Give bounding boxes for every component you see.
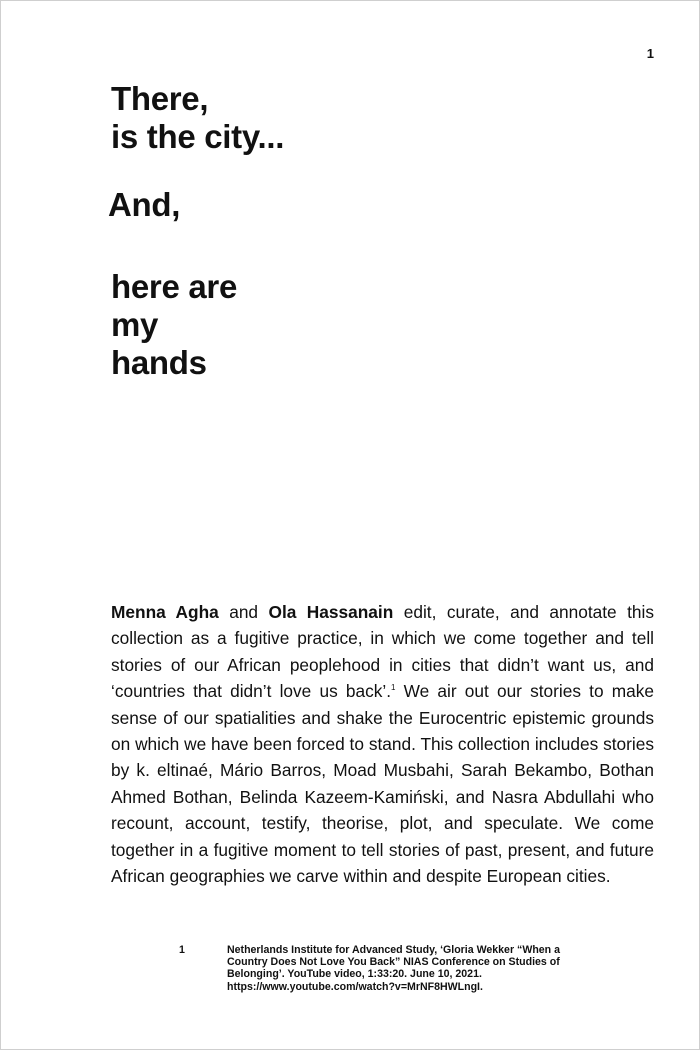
body-connector: and xyxy=(218,602,269,622)
author-name-1: Menna Agha xyxy=(111,602,219,622)
footnote-number: 1 xyxy=(179,944,185,956)
title-line-4: here are xyxy=(111,268,238,305)
title-line-1: There, xyxy=(111,80,209,117)
title-line-6: hands xyxy=(111,344,207,381)
body-text-part-1: edit, curate, and annotate this collection as a fugitive practice, in which we come together and tell stories of our African peoplehood in cities that didn’t want us, and ‘countries that didn’t love us back’. xyxy=(111,602,655,702)
body-paragraph xyxy=(111,599,654,889)
footnote-text: Netherlands Institute for Advanced Study, ‘Gloria Wekker “When a Country Does Not Love You Back” NIAS Conference on Studies of Belonging’. YouTube video, 1:33:20. June 10, 2021. https://www.youtube.com/watch?v=MrNF8HWLngI. xyxy=(227,944,560,993)
title-line-5: my xyxy=(111,306,159,343)
page-title xyxy=(108,80,285,382)
author-name-2: Ola Hassanain xyxy=(268,602,394,622)
footnote-reference[interactable]: 1 xyxy=(391,683,396,693)
title-line-3: And, xyxy=(108,186,181,223)
body-text-part-2: We air out our stories to make sense of our spatialities and shake the Eurocentric epistemic grounds on which we have been forced to stand. This collection includes stories by k. eltinaé, Mário Barros, Moad Musbahi, Sarah Bekambo, Bothan Ahmed Bothan, Belinda Kazeem-Kamiński, and Nasra Abdullahi who recount, account, testify, theorise, plot, and speculate. We come together in a fugitive moment to tell stories of past, present, and future African geographies we carve within and despite European cities. xyxy=(111,681,654,887)
title-line-2: is the city... xyxy=(111,118,285,155)
page-number: 1 xyxy=(646,46,654,61)
